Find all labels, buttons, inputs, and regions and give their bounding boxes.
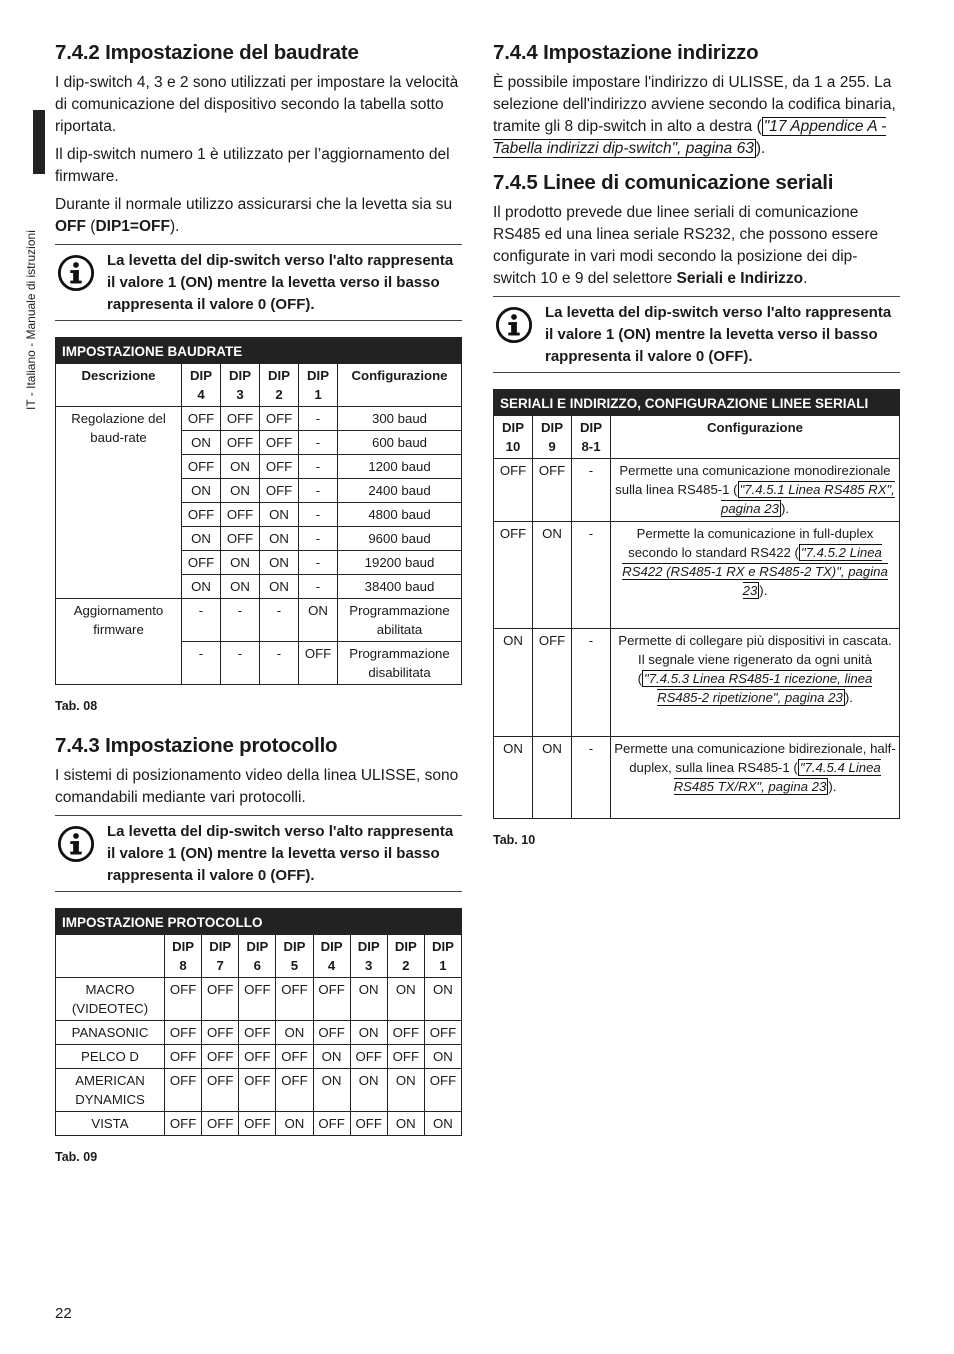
table-caption-08: Tab. 08: [55, 699, 98, 713]
header-descrizione: Descrizione: [56, 364, 182, 407]
link-7454[interactable]: "7.4.5.4 Linea RS485 TX/RX", pagina 23: [673, 760, 881, 794]
info-note: [493, 296, 900, 373]
table-row: MACRO (VIDEOTEC) OFF OFF OFF OFF OFF ON ON ON: [56, 978, 462, 1021]
table-row: - - - OFF Programmazione disabilitata: [56, 642, 462, 685]
section-742-p1: I dip-switch 4, 3 e 2 sono utilizzati per impostare la velocità di comunicazione del dispositivo secondo la tabella sotto riportata.: [55, 74, 459, 135]
table-row: VISTA OFF OFF OFF ON OFF OFF ON ON: [56, 1112, 462, 1136]
protocol-table: [55, 908, 462, 1136]
page-number: 22: [55, 1305, 72, 1322]
section-744-p1: È possibile impostare l'indirizzo di ULISSE, da 1 a 255. La selezione dell'indirizzo avviene secondo la codifica binaria, tramite gli 8 dip-switch in alto a destra ( "17 Appendice A - Tabella indirizzi dip-switch", pagina 63 ).: [493, 74, 896, 157]
group-baudrate: Regolazione del baud-rate: [56, 407, 182, 599]
section-744-title: 7.4.4 Impostazione indirizzo: [493, 41, 759, 64]
header-dip9: DIP 9: [533, 416, 572, 459]
table-row: OFF OFF - Permette una comunicazione monodirezionale sulla linea RS485-1 ( "7.4.5.1 Linea RS485 RX", pagina 23 ).: [494, 459, 900, 522]
section-742-title: 7.4.2 Impostazione del baudrate: [55, 41, 359, 64]
table-row: OFF ON ON - 19200 baud: [56, 551, 462, 575]
info-note: [55, 244, 462, 321]
header-dip3: DIP 3: [350, 935, 387, 978]
table-row: OFF ON - Permette la comunicazione in full-duplex secondo lo standard RS422 ( "7.4.5.2 Linea RS422 (RS485-1 RX e RS485-2 TX)", pagina 23 ).: [494, 522, 900, 629]
info-note-text: La levetta del dip-switch verso l'alto rappresenta il valore 1 (ON) mentre la levetta verso il basso rappresenta il valore 0 (OFF).: [107, 252, 454, 313]
info-note: [55, 815, 462, 892]
info-note-text: La levetta del dip-switch verso l'alto rappresenta il valore 1 (ON) mentre la levetta verso il basso rappresenta il valore 0 (OFF).: [107, 823, 454, 884]
table-row: ON OFF OFF - 600 baud: [56, 431, 462, 455]
baudrate-table-title: IMPOSTAZIONE BAUDRATE: [56, 338, 462, 364]
side-tab-marker: [33, 110, 45, 174]
info-note-text: La levetta del dip-switch verso l'alto rappresenta il valore 1 (ON) mentre la levetta verso il basso rappresenta il valore 0 (OFF).: [545, 304, 892, 365]
section-745-p1: Il prodotto prevede due linee seriali di comunicazione RS485 ed una linea seriale RS232, che possono essere configurate in vari modi secondo la posizione dei dip-switch 10 e 9 del selettore Seriali e Indirizzo.: [493, 204, 879, 287]
header-dip4: DIP 4: [313, 935, 350, 978]
header-configurazione: Configurazione: [338, 364, 462, 407]
header-dip6: DIP 6: [239, 935, 276, 978]
header-dip2: DIP 2: [387, 935, 424, 978]
table-row: ON OFF - Permette di collegare più dispositivi in cascata. Il segnale viene rigenerato da ogni unità ( "7.4.5.3 Linea RS485-1 ricezione, linea RS485-2 ripetizione", pagina 23 ).: [494, 629, 900, 737]
header-empty: [56, 935, 165, 978]
header-dip10: DIP 10: [494, 416, 533, 459]
table-row: OFF OFF ON - 4800 baud: [56, 503, 462, 527]
table-caption-09: Tab. 09: [55, 1150, 98, 1164]
table-row: OFF ON OFF - 1200 baud: [56, 455, 462, 479]
section-743-p1: I sistemi di posizionamento video della linea ULISSE, sono comandabili mediante vari protocolli.: [55, 767, 459, 806]
table-row: ON ON - Permette una comunicazione bidirezionale, half-duplex, sulla linea RS485-1 ( "7.4.5.4 Linea RS485 TX/RX", pagina 23 ).: [494, 737, 900, 819]
serial-table-title: SERIALI E INDIRIZZO, CONFIGURAZIONE LINEE SERIALI: [494, 390, 900, 416]
table-row: Regolazione del baud-rate OFF OFF OFF - 300 baud: [56, 407, 462, 431]
header-dip8-1: DIP 8-1: [572, 416, 611, 459]
protocol-table-title: IMPOSTAZIONE PROTOCOLLO: [56, 909, 462, 935]
baudrate-table: [55, 337, 462, 685]
link-7453[interactable]: "7.4.5.3 Linea RS485-1 ricezione, linea RS485-2 ripetizione", pagina 23: [644, 671, 873, 705]
header-configurazione: Configurazione: [611, 416, 900, 459]
appendix-link[interactable]: "17 Appendice A - Tabella indirizzi dip-switch", pagina 63: [493, 118, 887, 157]
section-742-p3: Durante il normale utilizzo assicurarsi che la levetta sia su OFF (DIP1=OFF).: [55, 196, 453, 235]
table-row: Aggiornamento firmware - - - ON Programmazione abilitata: [56, 599, 462, 642]
left-column: [55, 40, 462, 1184]
header-dip1: DIP 1: [299, 364, 338, 407]
info-icon: [57, 825, 95, 863]
header-dip8: DIP 8: [165, 935, 202, 978]
header-dip7: DIP 7: [202, 935, 239, 978]
table-caption-10: Tab. 10: [493, 833, 536, 847]
header-dip5: DIP 5: [276, 935, 313, 978]
section-745-title: 7.4.5 Linee di comunicazione seriali: [493, 171, 834, 194]
info-icon: [57, 254, 95, 292]
side-label: IT - Italiano - Manuale di istruzioni: [24, 230, 38, 410]
section-743-title: 7.4.3 Impostazione protocollo: [55, 734, 338, 757]
section-742-p2: Il dip-switch numero 1 è utilizzato per l’aggiornamento del firmware.: [55, 146, 450, 185]
table-row: ON OFF ON - 9600 baud: [56, 527, 462, 551]
header-dip2: DIP 2: [260, 364, 299, 407]
serial-config-table: [493, 389, 900, 819]
table-row: AMERICAN DYNAMICS OFF OFF OFF OFF ON ON ON OFF: [56, 1069, 462, 1112]
header-dip4: DIP 4: [182, 364, 221, 407]
link-7452[interactable]: "7.4.5.2 Linea RS422 (RS485-1 RX e RS485-2 TX)", pagina 23: [622, 545, 888, 598]
info-icon: [495, 306, 533, 344]
table-row: PELCO D OFF OFF OFF OFF ON OFF OFF ON: [56, 1045, 462, 1069]
right-column: [493, 40, 900, 867]
header-dip1: DIP 1: [424, 935, 461, 978]
table-row: PANASONIC OFF OFF OFF ON OFF ON OFF OFF: [56, 1021, 462, 1045]
table-row: ON ON OFF - 2400 baud: [56, 479, 462, 503]
header-dip3: DIP 3: [221, 364, 260, 407]
group-firmware: Aggiornamento firmware: [56, 599, 182, 685]
link-7451[interactable]: "7.4.5.1 Linea RS485 RX", pagina 23: [721, 482, 895, 516]
table-row: ON ON ON - 38400 baud: [56, 575, 462, 599]
